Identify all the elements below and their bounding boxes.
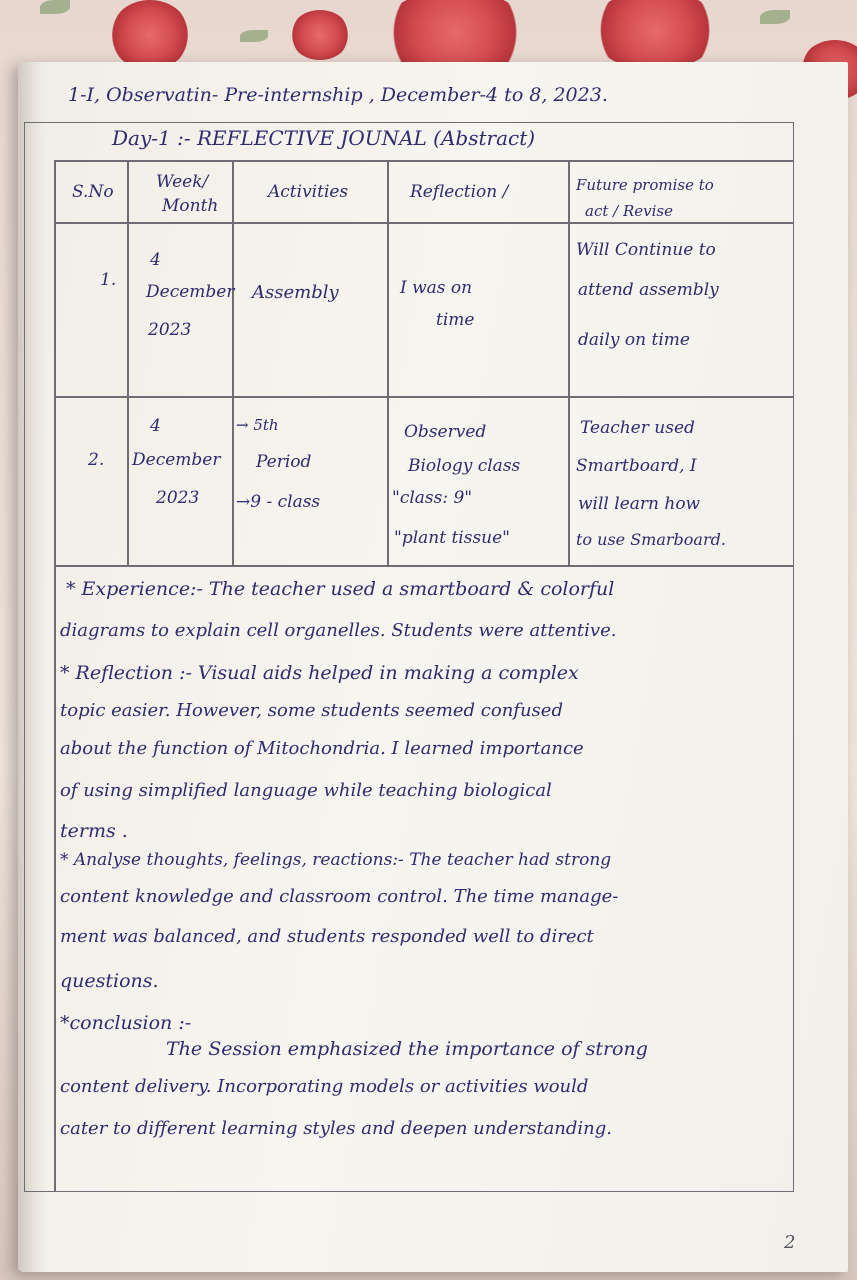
column-header-reflection: Reflection / — [410, 182, 509, 202]
column-header-revise: act / Revise — [585, 202, 673, 220]
row-1-reflection-line-2: time — [436, 310, 475, 330]
column-header-week: Week/ — [156, 172, 209, 192]
table-rule — [54, 565, 794, 567]
leaf-pattern — [760, 10, 790, 24]
table-rule — [387, 160, 389, 565]
journal-subtitle: Day-1 :- REFLECTIVE JOUNAL (Abstract) — [112, 126, 536, 150]
column-header-month: Month — [162, 196, 219, 216]
row-2-promise-line-3: will learn how — [578, 494, 701, 514]
row-2-activity-line-2: Period — [256, 452, 312, 472]
table-rule — [54, 160, 794, 162]
row-1-year: 2023 — [148, 320, 192, 340]
row-1-sno: 1. — [100, 270, 117, 290]
note-line: content knowledge and classroom control. The time manage- — [60, 886, 619, 907]
row-2-activity-line-1: → 5th — [236, 416, 279, 434]
note-line: *conclusion :- — [60, 1012, 192, 1034]
row-1-reflection-line-1: I was on — [400, 278, 473, 298]
column-header-promise: Future promise to — [576, 176, 714, 194]
leaf-pattern — [40, 0, 70, 14]
row-2-sno: 2. — [88, 450, 105, 470]
flower-pattern — [590, 0, 720, 70]
row-2-year: 2023 — [156, 488, 200, 508]
table-rule — [54, 222, 794, 224]
note-line: topic easier. However, some students seemed confused — [60, 700, 563, 721]
note-line: of using simplified language while teaching biological — [60, 780, 552, 801]
row-2-reflection-line-3: "class: 9" — [392, 488, 473, 508]
row-2-reflection-line-4: "plant tissue" — [394, 528, 511, 548]
note-line: content delivery. Incorporating models or activities would — [60, 1076, 589, 1097]
row-2-activity-line-3: →9 - class — [236, 492, 321, 512]
row-2-week: 4 — [150, 416, 161, 436]
row-1-promise-line-3: daily on time — [578, 330, 690, 350]
row-2-reflection-line-1: Observed — [404, 422, 487, 442]
note-line: cater to different learning styles and deepen understanding. — [60, 1118, 613, 1139]
note-line: about the function of Mitochondria. I learned importance — [60, 738, 584, 759]
row-2-promise-line-2: Smartboard, I — [576, 456, 697, 476]
note-line: The Session emphasized the importance of strong — [166, 1038, 648, 1060]
margin-rule — [54, 160, 56, 1192]
row-1-activity: Assembly — [252, 282, 339, 303]
journal-title: 1-I, Observatin- Pre-internship , December-4 to 8, 2023. — [68, 84, 608, 106]
leaf-pattern — [240, 30, 268, 42]
note-line: terms . — [60, 820, 128, 842]
row-1-promise-line-1: Will Continue to — [576, 240, 716, 260]
row-1-promise-line-2: attend assembly — [578, 280, 719, 300]
flower-pattern — [290, 10, 350, 60]
note-line: questions. — [60, 970, 159, 992]
row-2-reflection-line-2: Biology class — [408, 456, 521, 476]
table-rule — [232, 160, 234, 565]
note-line: * Experience:- The teacher used a smartboard & colorful — [66, 578, 615, 600]
table-rule — [568, 160, 570, 565]
row-2-promise-line-1: Teacher used — [580, 418, 695, 438]
note-line: * Reflection :- Visual aids helped in making a complex — [60, 662, 579, 684]
note-line: diagrams to explain cell organelles. Students were attentive. — [60, 620, 617, 641]
note-line: ment was balanced, and students responded well to direct — [60, 926, 594, 947]
table-rule — [127, 160, 129, 565]
column-header-sno: S.No — [72, 182, 114, 202]
row-1-month: December — [146, 282, 235, 302]
column-header-activities: Activities — [268, 182, 349, 202]
flower-pattern — [110, 0, 190, 70]
note-line: * Analyse thoughts, feelings, reactions:- The teacher had strong — [60, 850, 612, 870]
row-1-week: 4 — [150, 250, 161, 270]
row-2-month: December — [132, 450, 221, 470]
row-2-promise-line-4: to use Smarboard. — [576, 530, 726, 549]
page-number: 2 — [784, 1232, 796, 1253]
table-rule — [54, 396, 794, 398]
